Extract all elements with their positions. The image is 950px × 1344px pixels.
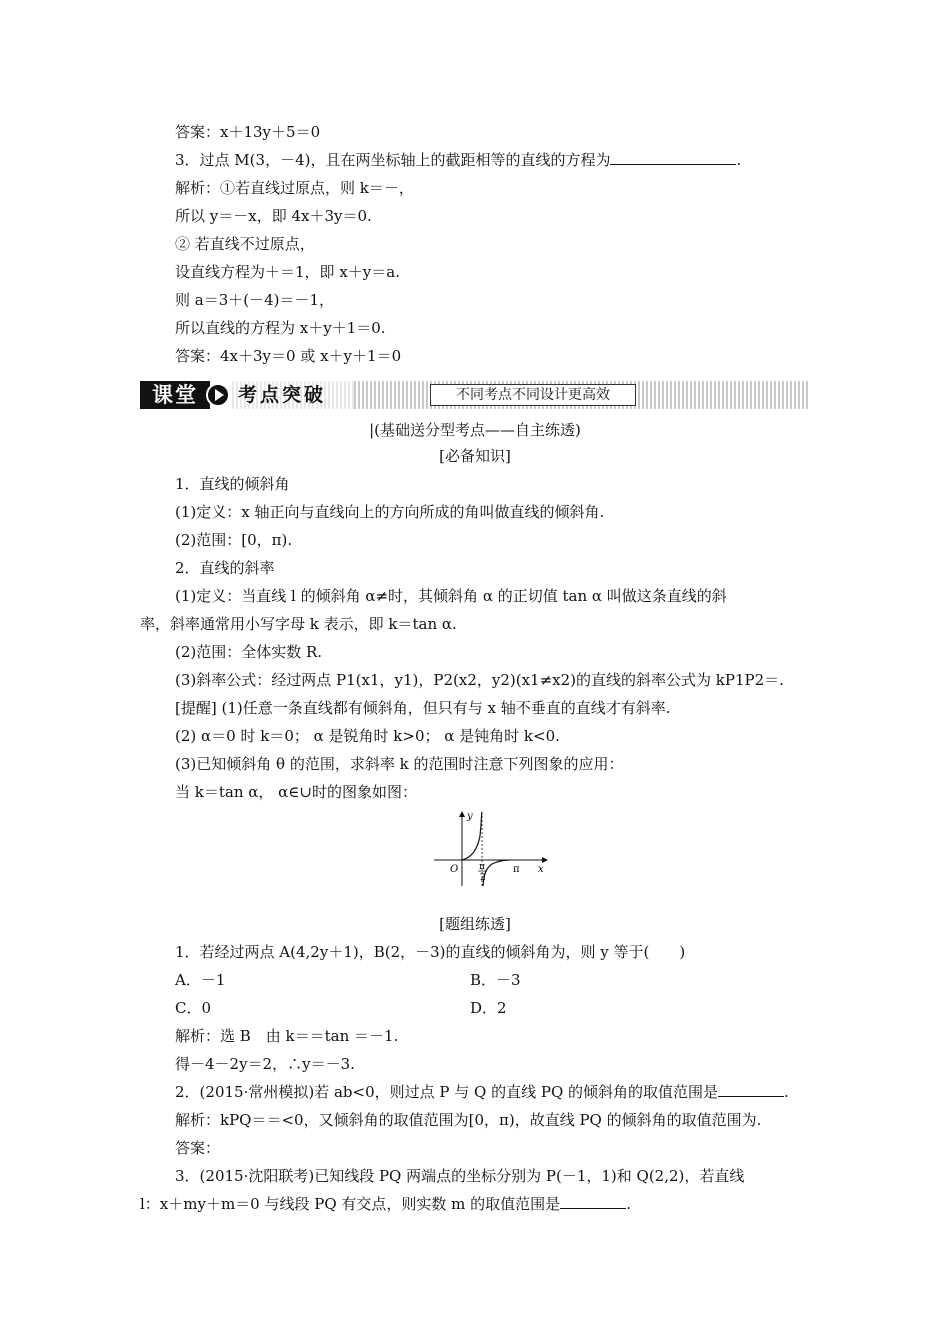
tip-line: (3)已知倾斜角 θ 的范围，求斜率 k 的范围时注意下列图象的应用： [175, 755, 624, 773]
heading-bibei: [必备知识] [439, 447, 511, 465]
knowledge-heading: 2．直线的斜率 [175, 559, 275, 577]
solution-line: 解析：①若直线过原点，则 k＝－， [175, 179, 414, 197]
option-c: C．0 [175, 999, 212, 1017]
tip-line: (2) α＝0 时 k＝0； α 是锐角时 k>0； α 是钝角时 k<0. [175, 727, 560, 745]
y-label: y [467, 811, 473, 822]
problem-3-end: . [626, 1195, 631, 1213]
answer-blank [610, 150, 736, 165]
knowledge-line: (2)范围：全体实数 R. [175, 643, 323, 661]
option-b: B．－3 [470, 971, 521, 989]
section-subtitle: |(基础送分型考点——自主练透) [369, 421, 581, 439]
heading-tizu: [题组练透] [439, 915, 511, 933]
solution-line: 则 a＝3＋(－4)＝－1， [175, 291, 335, 309]
option-a: A．－1 [175, 971, 226, 989]
pi-label: π [513, 864, 520, 875]
problem-3-text: l：x＋my＋m＝0 与线段 PQ 有交点，则实数 m 的取值范围是 [140, 1195, 561, 1213]
pi-half-num: π [479, 862, 485, 872]
knowledge-heading: 1．直线的倾斜角 [175, 475, 290, 493]
x-axis-arrow [542, 857, 548, 863]
answer-line: 答案： [175, 1139, 221, 1157]
y-axis-arrow [459, 811, 465, 817]
question-3-text: 3．过点 M(3，－4)，且在两坐标轴上的截距相等的直线的方程为 [175, 151, 611, 169]
knowledge-line: (1)定义：x 轴正向与直线向上的方向所成的角叫做直线的倾斜角. [175, 503, 605, 521]
solution-line: 所以直线的方程为 x＋y＋1＝0. [175, 319, 386, 337]
question-3 [175, 150, 741, 170]
knowledge-line: (1)定义：当直线 l 的倾斜角 α≠时，其倾斜角 α 的正切值 tan α 叫做这条直线的斜 [175, 587, 727, 605]
slope-formula: (3)斜率公式：经过两点 P1(x1，y1)，P2(x2，y2)(x1≠x2)的直线的斜率公式为 kP1P2＝. [175, 671, 784, 689]
option-d: D．2 [470, 999, 507, 1017]
problem-3-cont [140, 1194, 631, 1214]
arrow-icon [206, 383, 230, 407]
section-banner [140, 381, 810, 409]
knowledge-line: 率，斜率通常用小写字母 k 表示，即 k＝tan α. [140, 615, 457, 633]
solution-line: 得－4－2y＝2，∴y＝－3. [175, 1055, 355, 1073]
tangent-graph [432, 808, 552, 890]
answer-blank [718, 1082, 784, 1097]
solution-line: 所以 y＝－x，即 4x＋3y＝0. [175, 207, 372, 225]
origin-label: O [450, 864, 459, 875]
banner-ketang: 课堂 [140, 381, 210, 409]
answer-blank [560, 1194, 626, 1209]
tip-line: [提醒] (1)任意一条直线都有倾斜角，但只有与 x 轴不垂直的直线才有斜率. [175, 699, 671, 717]
tan-curve-right [483, 860, 510, 886]
problem-2 [175, 1082, 789, 1102]
problem-1: 1．若经过两点 A(4,2y＋1)，B(2，－3)的直线的倾斜角为，则 y 等于( ) [175, 943, 686, 961]
answer-line: 答案：4x＋3y＝0 或 x＋y＋1＝0 [175, 347, 402, 365]
solution-line: 解析：kPQ＝＝<0，又倾斜角的取值范围为[0，π)，故直线 PQ 的倾斜角的取值范围为. [175, 1111, 762, 1129]
tip-line: 当 k＝tan α， α∈∪时的图象如图： [175, 783, 417, 801]
solution-line: ② 若直线不过原点， [175, 235, 315, 253]
knowledge-line: (2)范围：[0，π). [175, 531, 293, 549]
question-3-end: . [736, 151, 742, 169]
solution-line: 解析：选 B 由 k＝＝tan ＝－1. [175, 1027, 399, 1045]
problem-3: 3．(2015·沈阳联考)已知线段 PQ 两端点的坐标分别为 P(－1，1)和 Q(2,2)，若直线 [175, 1167, 745, 1185]
answer-line: 答案：x＋13y＋5＝0 [175, 123, 321, 141]
problem-2-end: . [784, 1083, 789, 1101]
pi-half-den: 2 [480, 873, 486, 883]
solution-line: 设直线方程为＋＝1，即 x＋y＝a. [175, 263, 400, 281]
x-label: x [538, 864, 544, 875]
banner-kaodian: 考点突破 [232, 381, 354, 409]
banner-tag: 不同考点不同设计更高效 [430, 384, 636, 406]
problem-2-text: 2．(2015·常州模拟)若 ab<0，则过点 P 与 Q 的直线 PQ 的倾斜角的取值范围是 [175, 1083, 719, 1101]
